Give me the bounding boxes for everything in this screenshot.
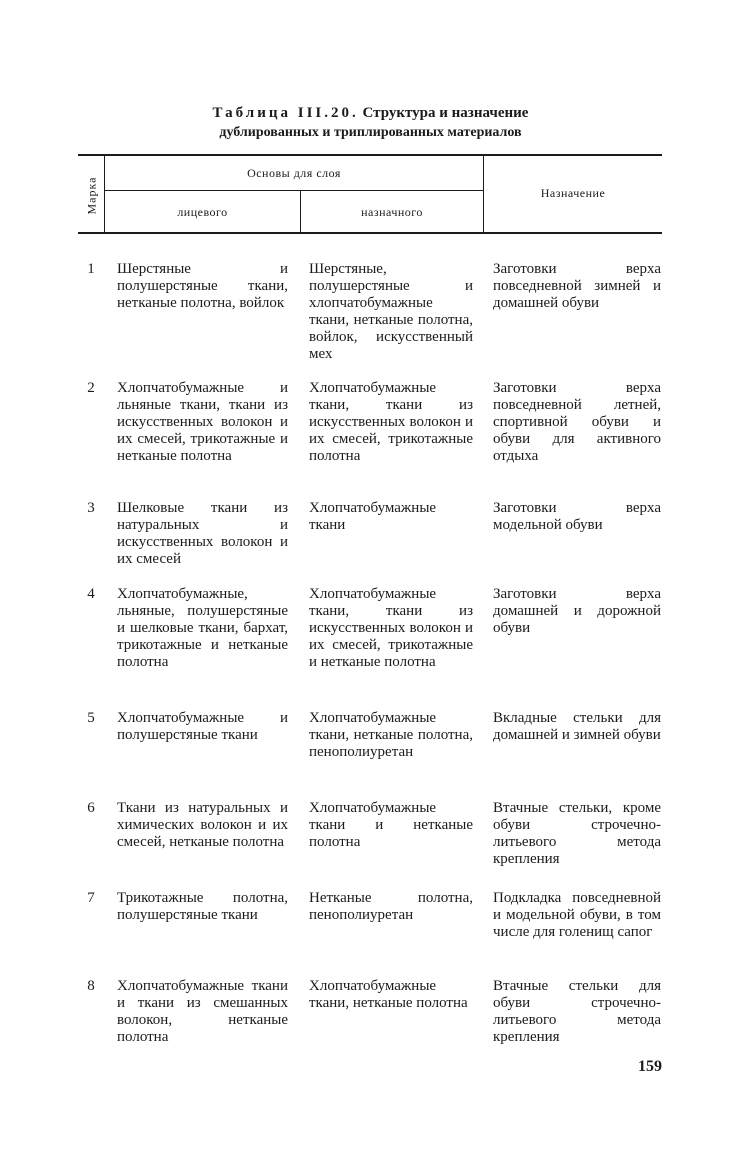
header-group-rule <box>104 190 483 191</box>
row-mark: 3 <box>87 500 95 516</box>
row-purpose: Заготовки верха повседневной летней, спортивной обуви и обуви для активного отдыха <box>493 380 661 464</box>
row-purpose: Втачные стельки, кроме обуви строчечно-литьевого метода крепления <box>493 800 661 867</box>
row-purpose: Подкладка повседневной и модельной обуви, в том числе для голенищ сапог <box>493 890 661 940</box>
row-mark: 4 <box>87 586 95 602</box>
row-purpose: Заготовки верха модельной обуви <box>493 500 661 533</box>
row-mark: 1 <box>87 261 95 277</box>
row-mark: 8 <box>87 978 95 994</box>
header-mark-label: Марка <box>84 176 99 214</box>
row-purpose: Заготовки верха домашней и дорожной обуви <box>493 586 661 636</box>
row-face-layer: Хлопчатобумажные ткани и ткани из смешанных волокон, нетканые полотна <box>117 978 288 1045</box>
row-face-layer: Трикотажные полотна, полушерстяные ткани <box>117 890 288 923</box>
row-mark: 7 <box>87 890 95 906</box>
row-mark: 2 <box>87 380 95 396</box>
header-purpose: Назначение <box>540 186 606 200</box>
row-purpose: Заготовки верха повседневной зимней и домашней обуви <box>493 261 661 311</box>
row-mark: 6 <box>87 800 95 816</box>
row-face-layer: Хлопчатобумажные и льняные ткани, ткани из искусственных волокон и их смесей, трикотажные и нетканые полотна <box>117 380 288 464</box>
header-lining-layer: назначного <box>361 205 423 219</box>
row-face-layer: Хлопчатобумажные, льняные, полушерстяные и шелковые ткани, бархат, трикотажные и нетканые полотна <box>117 586 288 670</box>
table-caption <box>0 104 741 142</box>
row-lining-layer: Хлопчатобумажные ткани и нетканые полотна <box>309 800 473 850</box>
row-face-layer: Шерстяные и полушерстяные ткани, нетканые полотна, войлок <box>117 261 288 311</box>
row-purpose: Втачные стельки для обуви строчечно-литьевого метода крепления <box>493 978 661 1045</box>
row-lining-layer: Хлопчатобумажные ткани <box>309 500 437 533</box>
row-lining-layer: Хлопчатобумажные ткани, нетканые полотна <box>309 978 468 1011</box>
row-face-layer: Хлопчатобумажные и полушерстяные ткани <box>117 710 288 743</box>
row-lining-layer: Хлопчатобумажные ткани, ткани из искусственных волокон и их смесей, трикотажные и нетканые полотна <box>309 586 473 670</box>
header-mark <box>84 160 100 230</box>
row-lining-layer: Нетканые полотна, пенополиуретан <box>309 890 473 923</box>
row-lining-layer: Хлопчатобумажные ткани, ткани из искусственных волокон и их смесей, трикотажные полотна <box>309 380 473 464</box>
header-face-layer: лицевого <box>177 205 228 219</box>
row-face-layer: Ткани из натуральных и химических волокон и их смесей, нетканые полотна <box>117 800 288 850</box>
page-number: 159 <box>638 1058 662 1075</box>
row-purpose: Вкладные стельки для домашней и зимней обуви <box>493 710 661 743</box>
table-caption-title: Структура и назначение <box>362 105 529 121</box>
table-top-rule <box>78 154 662 156</box>
row-face-layer: Шелковые ткани из натуральных и искусственных волокон и их смесей <box>117 500 288 567</box>
table-caption-title-line2: дублированных и триплированных материалов <box>219 125 522 140</box>
row-lining-layer: Шерстяные, полушерстяные и хлопчатобумажные ткани, нетканые полотна, войлок, искусственный мех <box>309 261 473 362</box>
row-mark: 5 <box>87 710 95 726</box>
table-caption-lead: Таблица III.20. <box>212 105 359 121</box>
header-bottom-rule <box>78 232 662 234</box>
row-lining-layer: Хлопчатобумажные ткани, нетканые полотна, пенополиуретан <box>309 710 473 760</box>
header-layers-group: Основы для слоя <box>247 166 341 180</box>
